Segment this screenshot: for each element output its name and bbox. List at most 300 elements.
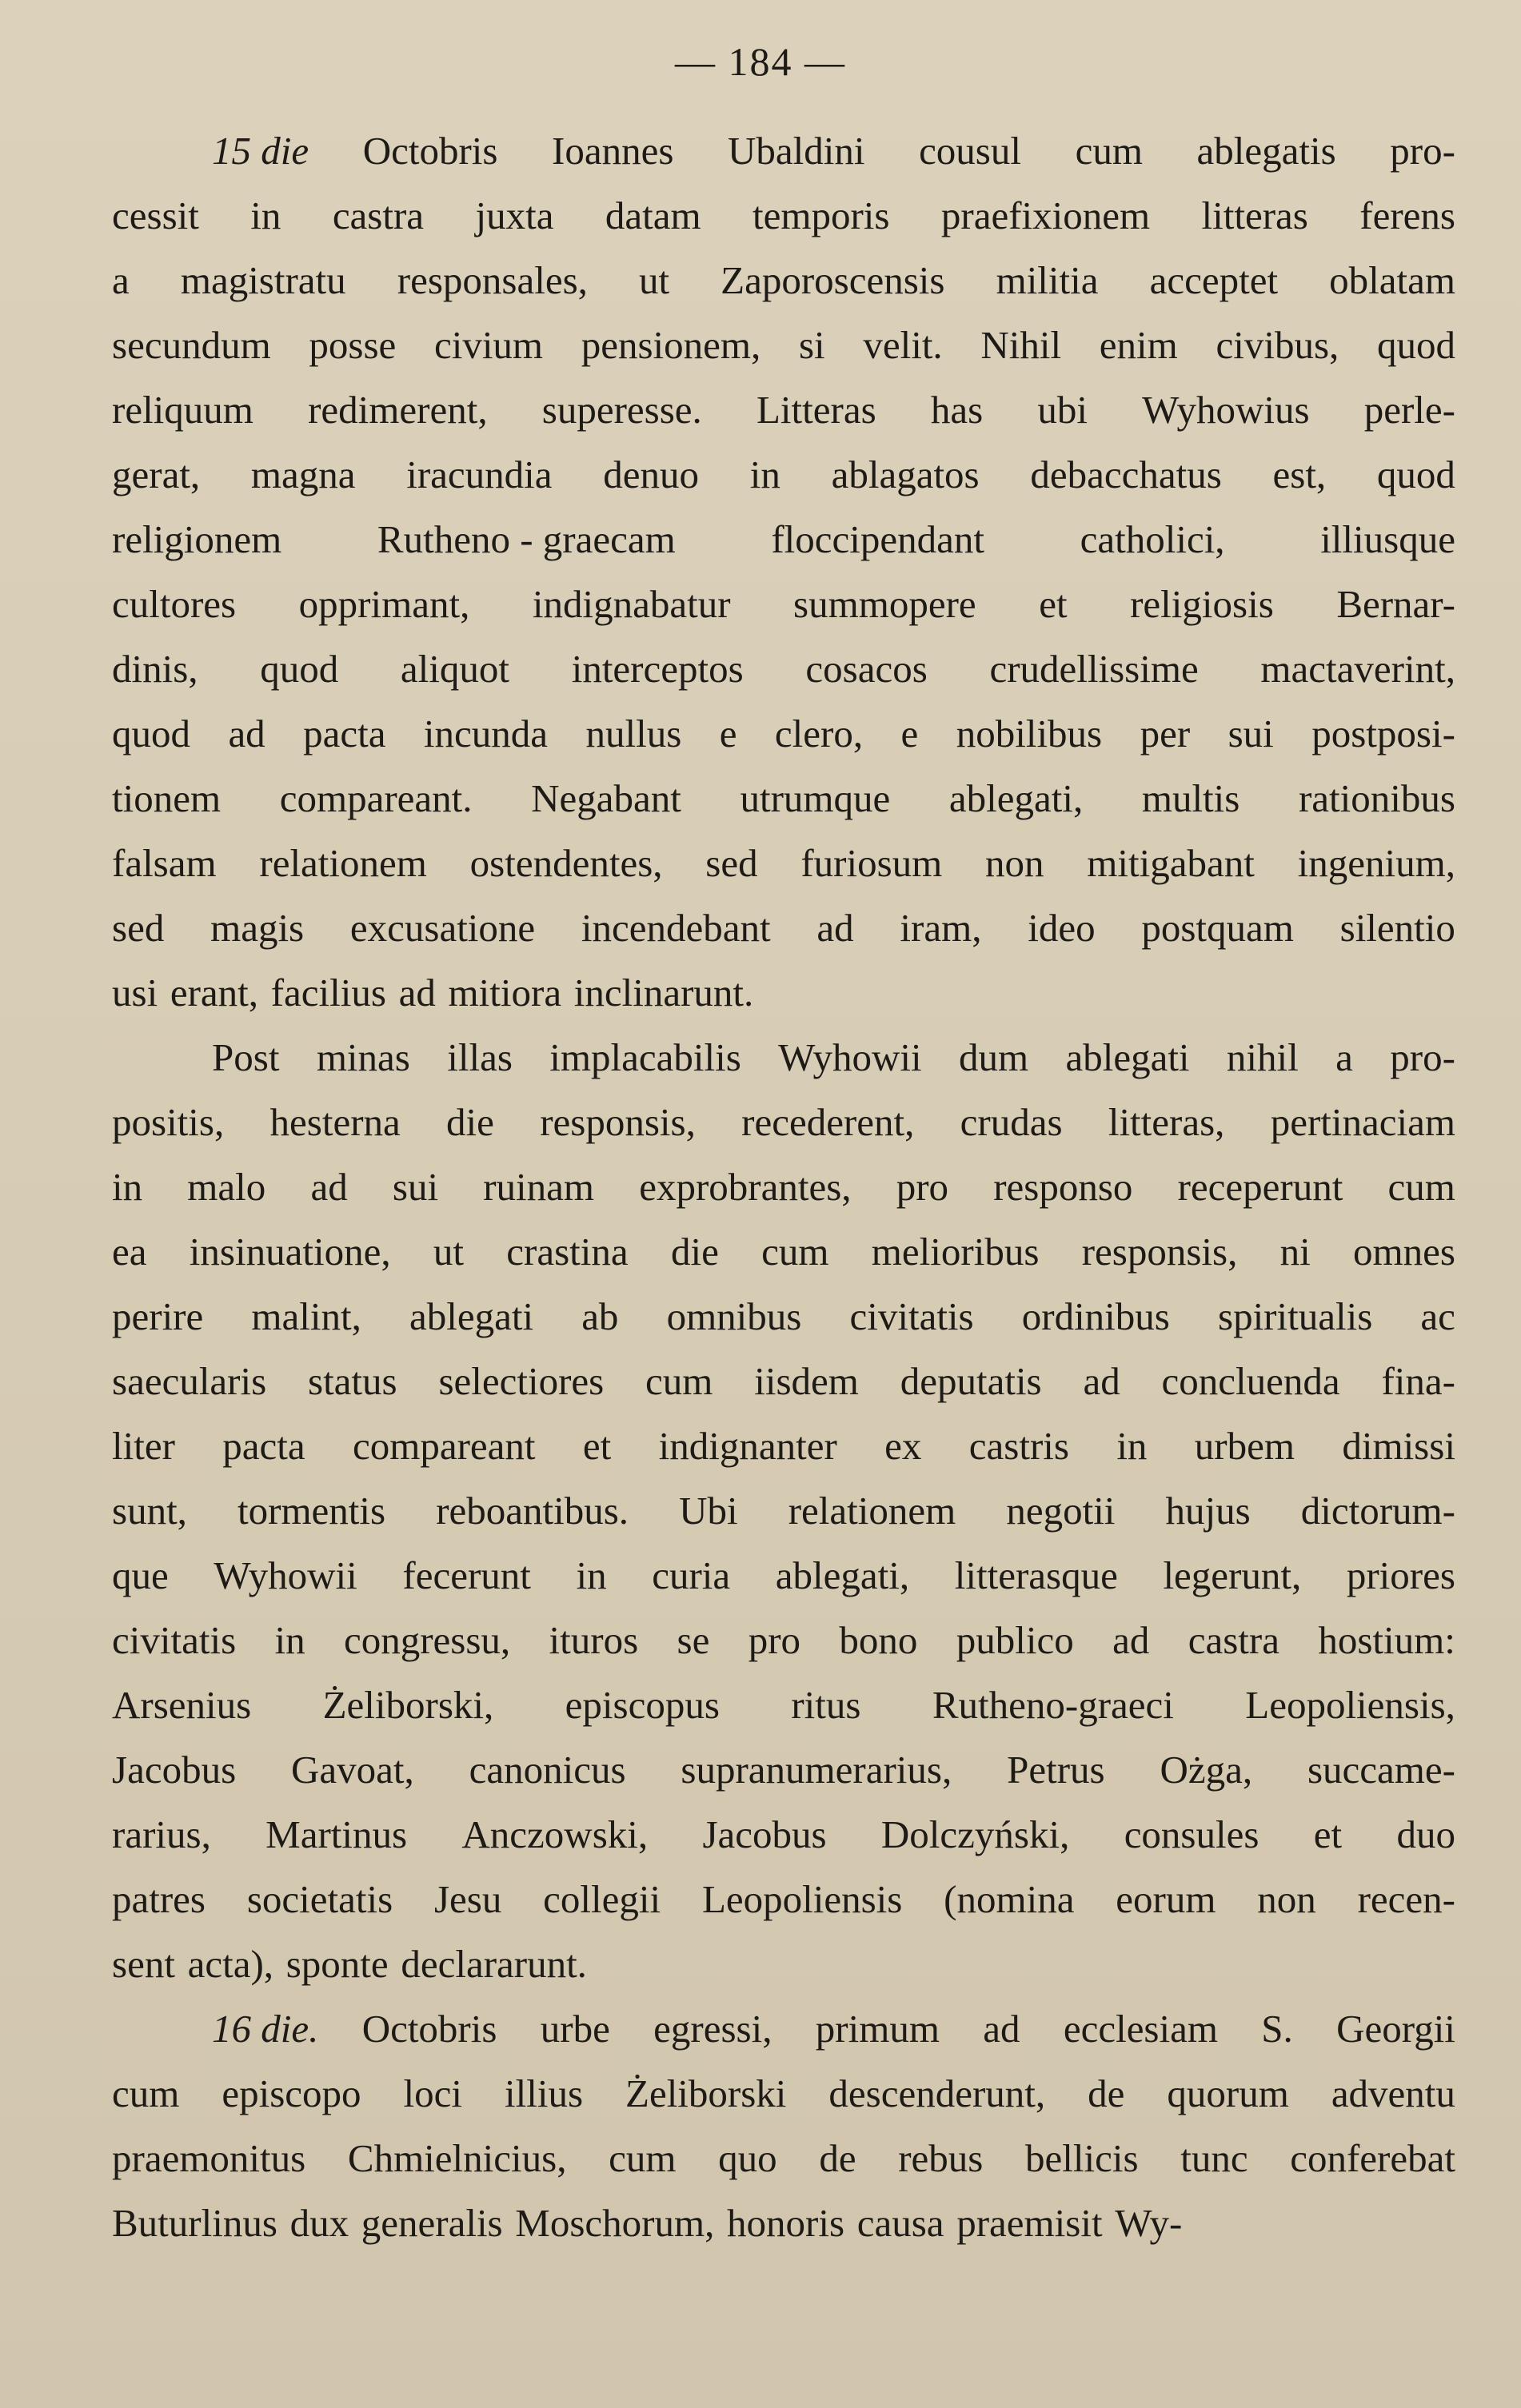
text-line bbox=[112, 442, 1455, 507]
word: 16 die. bbox=[212, 2007, 319, 2051]
word: saecularis bbox=[112, 1359, 267, 1403]
word: ideo bbox=[1028, 906, 1096, 950]
word: pro- bbox=[1390, 129, 1455, 173]
word: civitatis bbox=[112, 1618, 237, 1662]
word: Moschorum, bbox=[515, 2201, 715, 2245]
word: malo bbox=[187, 1165, 266, 1209]
word: quod bbox=[1376, 452, 1455, 496]
word: duo bbox=[1396, 1812, 1455, 1856]
text-line bbox=[112, 1413, 1455, 1478]
word: aliquot bbox=[400, 647, 510, 691]
word: pertinaciam bbox=[1270, 1100, 1455, 1144]
word: velit. bbox=[863, 323, 943, 367]
word: ablegatis bbox=[1196, 129, 1336, 173]
word: sponte bbox=[285, 1942, 389, 1986]
word: in bbox=[274, 1618, 305, 1662]
word: quod bbox=[1376, 323, 1455, 367]
word: Martinus bbox=[265, 1812, 408, 1856]
word: Gavoat, bbox=[291, 1748, 414, 1792]
word: et bbox=[1039, 582, 1068, 626]
word: Zaporoscensis bbox=[721, 258, 945, 302]
word: denuo bbox=[603, 452, 700, 496]
text-line bbox=[112, 1672, 1455, 1737]
word: falsam bbox=[112, 841, 217, 885]
word: insinuatione, bbox=[189, 1230, 391, 1274]
word: Leopoliensis bbox=[701, 1877, 903, 1921]
word: ablagatos bbox=[831, 452, 980, 496]
word: Żeliborski bbox=[625, 2071, 787, 2115]
word: tionem bbox=[112, 776, 222, 820]
word: dum bbox=[958, 1035, 1029, 1079]
text-line bbox=[112, 1090, 1455, 1154]
word: castra bbox=[332, 193, 425, 237]
text-line bbox=[112, 1284, 1455, 1349]
word: receperunt bbox=[1177, 1165, 1343, 1209]
word: bono bbox=[839, 1618, 918, 1662]
word: in bbox=[576, 1553, 607, 1597]
word: cum bbox=[1387, 1165, 1455, 1209]
word: Octobris bbox=[362, 129, 498, 173]
text-line bbox=[112, 2126, 1455, 2191]
word: mitiora bbox=[448, 971, 562, 1015]
word: ablegati bbox=[409, 1294, 534, 1338]
text-line bbox=[112, 1154, 1455, 1219]
text-line bbox=[112, 831, 1455, 895]
word: loci bbox=[403, 2071, 463, 2115]
word: utrumque bbox=[740, 776, 891, 820]
text-line bbox=[112, 1219, 1455, 1284]
word: pro- bbox=[1390, 1035, 1455, 1079]
word: ad bbox=[1083, 1359, 1120, 1403]
word: deputatis bbox=[900, 1359, 1042, 1403]
word: praemonitus bbox=[112, 2136, 306, 2180]
word: compareant. bbox=[279, 776, 473, 820]
word: omnibus bbox=[666, 1294, 802, 1338]
word: in bbox=[1116, 1424, 1148, 1468]
word: status bbox=[308, 1359, 397, 1403]
word: responso bbox=[993, 1165, 1133, 1209]
text-line bbox=[112, 572, 1455, 636]
word: Wyhowii bbox=[214, 1553, 357, 1597]
page-number: — 184 — bbox=[675, 39, 846, 84]
word: Negabant bbox=[531, 776, 681, 820]
word: castra bbox=[1188, 1618, 1279, 1662]
word: spiritualis bbox=[1218, 1294, 1373, 1338]
word: oblatam bbox=[1329, 258, 1455, 302]
word: exprobrantes, bbox=[639, 1165, 852, 1209]
text-line bbox=[112, 895, 1455, 960]
word: dinis, bbox=[112, 647, 198, 691]
word: melioribus bbox=[871, 1230, 1040, 1274]
word: ituros bbox=[549, 1618, 639, 1662]
word: secundum bbox=[112, 323, 271, 367]
word: bellicis bbox=[1025, 2136, 1139, 2180]
word: ad bbox=[228, 712, 265, 755]
text-line bbox=[112, 183, 1455, 248]
word: sed bbox=[112, 906, 165, 950]
word: debacchatus bbox=[1030, 452, 1222, 496]
word: posse bbox=[309, 323, 397, 367]
word: litteras, bbox=[1108, 1100, 1225, 1144]
word: patres bbox=[112, 1877, 206, 1921]
word: mitigabant bbox=[1087, 841, 1255, 885]
word: perle- bbox=[1363, 388, 1455, 432]
word: est, bbox=[1272, 452, 1327, 496]
word: se bbox=[677, 1618, 710, 1662]
word: non bbox=[1257, 1877, 1316, 1921]
paragraph bbox=[112, 118, 1455, 1025]
word: facilius bbox=[270, 971, 386, 1015]
word: iram, bbox=[900, 906, 982, 950]
word: cum bbox=[609, 2136, 677, 2180]
word: Chmielnicius, bbox=[347, 2136, 567, 2180]
word: concluenda bbox=[1161, 1359, 1340, 1403]
word: ablegati, bbox=[948, 776, 1084, 820]
word: quod bbox=[112, 712, 190, 755]
word: responsis, bbox=[540, 1100, 696, 1144]
word: inclinarunt. bbox=[573, 971, 754, 1015]
text-line bbox=[112, 377, 1455, 442]
word: nullus bbox=[585, 712, 682, 755]
word: episcopus bbox=[565, 1683, 720, 1727]
word: sui bbox=[1228, 712, 1274, 755]
word: rebus bbox=[898, 2136, 984, 2180]
text-line bbox=[112, 118, 1455, 183]
word: in bbox=[250, 193, 281, 237]
word: ac bbox=[1420, 1294, 1455, 1338]
word: responsales, bbox=[397, 258, 588, 302]
word: summopere bbox=[793, 582, 976, 626]
word: die bbox=[446, 1100, 494, 1144]
word: datam bbox=[605, 193, 701, 237]
word: cosacos bbox=[805, 647, 928, 691]
word: usi bbox=[112, 971, 158, 1015]
word: ab bbox=[581, 1294, 619, 1338]
word: mactaverint, bbox=[1260, 647, 1455, 691]
word: acta), bbox=[187, 1942, 274, 1986]
word: liter bbox=[112, 1424, 175, 1468]
word: minas bbox=[316, 1035, 410, 1079]
word: curia bbox=[652, 1553, 731, 1597]
word: cum bbox=[1075, 129, 1143, 173]
word: positis, bbox=[112, 1100, 225, 1144]
text-line bbox=[112, 1996, 1455, 2061]
word: reboantibus. bbox=[436, 1489, 629, 1533]
word: canonicus bbox=[469, 1748, 626, 1792]
word: pensionem, bbox=[581, 323, 761, 367]
word: indignanter bbox=[658, 1424, 837, 1468]
text-line bbox=[112, 701, 1455, 766]
word: de bbox=[1088, 2071, 1125, 2115]
word: catholici, bbox=[1080, 517, 1225, 561]
word: Petrus bbox=[1007, 1748, 1105, 1792]
word: causa bbox=[856, 2201, 944, 2245]
word: multis bbox=[1141, 776, 1240, 820]
word: ut bbox=[433, 1230, 464, 1274]
word: ad bbox=[816, 906, 854, 950]
text-line bbox=[112, 1932, 1455, 1996]
word: cousul bbox=[919, 129, 1021, 173]
word: quorum bbox=[1167, 2071, 1289, 2115]
word: indignabatur bbox=[532, 582, 731, 626]
word: Nihil bbox=[980, 323, 1062, 367]
word: in bbox=[112, 1165, 143, 1209]
word: Ożga, bbox=[1160, 1748, 1253, 1792]
word: sent bbox=[112, 1942, 175, 1986]
word: non bbox=[985, 841, 1044, 885]
word: recederent, bbox=[741, 1100, 915, 1144]
word: Buturlinus bbox=[112, 2201, 277, 2245]
word: ad bbox=[1112, 1618, 1150, 1662]
word: Ioannes bbox=[552, 129, 674, 173]
word: ritus bbox=[791, 1683, 861, 1727]
word: hujus bbox=[1165, 1489, 1251, 1533]
word: dimissi bbox=[1342, 1424, 1455, 1468]
word: relationem bbox=[788, 1489, 956, 1533]
word: priores bbox=[1346, 1553, 1455, 1597]
word: litteras bbox=[1201, 193, 1308, 237]
word: honoris bbox=[727, 2201, 845, 2245]
word: civium bbox=[433, 323, 544, 367]
word: generalis bbox=[361, 2201, 503, 2245]
word: religiosis bbox=[1130, 582, 1274, 626]
text-line bbox=[112, 1025, 1455, 1090]
text-line bbox=[112, 1802, 1455, 1867]
word: iracundia bbox=[406, 452, 553, 496]
word: Rutheno - graecam bbox=[377, 517, 676, 561]
word: crudas bbox=[960, 1100, 1063, 1144]
word: opprimant, bbox=[298, 582, 470, 626]
word: civitatis bbox=[849, 1294, 974, 1338]
word: ruinam bbox=[483, 1165, 595, 1209]
word: Wy- bbox=[1115, 2201, 1183, 2245]
word: a bbox=[112, 258, 130, 302]
word: episcopo bbox=[222, 2071, 361, 2115]
word: Post bbox=[212, 1035, 280, 1079]
word: pacta bbox=[303, 712, 386, 755]
word: ordinibus bbox=[1021, 1294, 1170, 1338]
word: crastina bbox=[506, 1230, 629, 1274]
word: Żeliborski, bbox=[322, 1683, 494, 1727]
word: Bernar- bbox=[1336, 582, 1455, 626]
word: Litteras bbox=[757, 388, 876, 432]
word: rationibus bbox=[1298, 776, 1455, 820]
word: a bbox=[1335, 1035, 1353, 1079]
word: silentio bbox=[1339, 906, 1455, 950]
word: praefixionem bbox=[940, 193, 1151, 237]
word: cessit bbox=[112, 193, 199, 237]
word: supranumerarius, bbox=[681, 1748, 952, 1792]
word: ubi bbox=[1037, 388, 1088, 432]
word: que bbox=[112, 1553, 169, 1597]
word: sui bbox=[392, 1165, 439, 1209]
word: descenderunt, bbox=[828, 2071, 1046, 2115]
word: fina- bbox=[1381, 1359, 1455, 1403]
word: Jacobus bbox=[702, 1812, 827, 1856]
text-line bbox=[112, 636, 1455, 701]
word: ad bbox=[310, 1165, 348, 1209]
word: succame- bbox=[1307, 1748, 1455, 1792]
word: castris bbox=[968, 1424, 1069, 1468]
word: primum bbox=[815, 2007, 940, 2051]
word: tormentis bbox=[238, 1489, 386, 1533]
word: ecclesiam bbox=[1063, 2007, 1218, 2051]
word: congressu, bbox=[343, 1618, 511, 1662]
paragraph bbox=[112, 1025, 1455, 1996]
word: magistratu bbox=[180, 258, 346, 302]
word: omnes bbox=[1353, 1230, 1455, 1274]
word: Jesu bbox=[433, 1877, 502, 1921]
word: quo bbox=[718, 2136, 777, 2180]
word: crudellissime bbox=[989, 647, 1199, 691]
word: Ubi bbox=[679, 1489, 738, 1533]
word: implacabilis bbox=[549, 1035, 741, 1079]
word: nobilibus bbox=[956, 712, 1103, 755]
word: die bbox=[670, 1230, 719, 1274]
word: Wyhowii bbox=[778, 1035, 922, 1079]
word: sunt, bbox=[112, 1489, 187, 1533]
text-line bbox=[112, 313, 1455, 377]
word: rarius, bbox=[112, 1812, 211, 1856]
text-line bbox=[112, 507, 1455, 572]
word: magis bbox=[210, 906, 305, 950]
word: Octobris bbox=[361, 2007, 497, 2051]
word: incunda bbox=[423, 712, 549, 755]
word: Georgii bbox=[1336, 2007, 1455, 2051]
word: 15 die bbox=[212, 129, 309, 173]
word: religionem bbox=[112, 517, 282, 561]
word: responsis, bbox=[1081, 1230, 1238, 1274]
word: malint, bbox=[251, 1294, 361, 1338]
word: magna bbox=[250, 452, 356, 496]
word: redimerent, bbox=[308, 388, 488, 432]
text-line bbox=[112, 1867, 1455, 1932]
text-line bbox=[112, 1737, 1455, 1802]
word: has bbox=[930, 388, 984, 432]
word: collegii bbox=[543, 1877, 661, 1921]
word: et bbox=[582, 1424, 612, 1468]
word: Arsenius bbox=[112, 1683, 252, 1727]
word: recen- bbox=[1357, 1877, 1455, 1921]
word: relationem bbox=[259, 841, 427, 885]
word: Rutheno-graeci bbox=[932, 1683, 1174, 1727]
text-body bbox=[112, 118, 1455, 2255]
word: juxta bbox=[475, 193, 554, 237]
word: et bbox=[1313, 1812, 1343, 1856]
word: acceptet bbox=[1149, 258, 1279, 302]
word: e bbox=[719, 712, 737, 755]
text-line bbox=[112, 2191, 1455, 2255]
word: in bbox=[749, 452, 780, 496]
word: adventu bbox=[1331, 2071, 1455, 2115]
word: fecerunt bbox=[402, 1553, 531, 1597]
paragraph bbox=[112, 1996, 1455, 2255]
word: sed bbox=[705, 841, 758, 885]
word: legerunt, bbox=[1163, 1553, 1302, 1597]
word: enim bbox=[1099, 323, 1178, 367]
word: gerat, bbox=[112, 452, 201, 496]
word: e bbox=[900, 712, 919, 755]
word: nihil bbox=[1226, 1035, 1299, 1079]
word: cultores bbox=[112, 582, 237, 626]
word: erant, bbox=[170, 971, 259, 1015]
word: ferens bbox=[1359, 193, 1455, 237]
word: selectiores bbox=[438, 1359, 605, 1403]
word: dictorum- bbox=[1300, 1489, 1455, 1533]
word: urbem bbox=[1194, 1424, 1295, 1468]
text-line bbox=[112, 1478, 1455, 1543]
word: quod bbox=[260, 647, 339, 691]
word: perire bbox=[112, 1294, 204, 1338]
word: publico bbox=[956, 1618, 1074, 1662]
word: hostium: bbox=[1318, 1618, 1455, 1662]
word: iisdem bbox=[754, 1359, 859, 1403]
word: ad bbox=[983, 2007, 1020, 2051]
word: compareant bbox=[353, 1424, 536, 1468]
word: ablegati bbox=[1065, 1035, 1190, 1079]
word: Jacobus bbox=[112, 1748, 237, 1792]
word: temporis bbox=[753, 193, 890, 237]
text-line bbox=[112, 960, 1455, 1025]
word: Anczowski, bbox=[461, 1812, 649, 1856]
word: de bbox=[819, 2136, 856, 2180]
word: Dolczyński, bbox=[880, 1812, 1070, 1856]
word: illius bbox=[505, 2071, 584, 2115]
word: cum bbox=[112, 2071, 180, 2115]
word: consules bbox=[1124, 1812, 1260, 1856]
text-line bbox=[112, 766, 1455, 831]
word: declararunt. bbox=[401, 1942, 587, 1986]
word: incendebant bbox=[581, 906, 771, 950]
word: per bbox=[1140, 712, 1191, 755]
word: hesterna bbox=[269, 1100, 401, 1144]
word: ex bbox=[884, 1424, 922, 1468]
word: egressi, bbox=[653, 2007, 772, 2051]
text-line bbox=[112, 1349, 1455, 1413]
word: interceptos bbox=[571, 647, 744, 691]
text-line bbox=[112, 1608, 1455, 1672]
word: cum bbox=[645, 1359, 713, 1403]
word: tunc bbox=[1180, 2136, 1248, 2180]
word: ad bbox=[398, 971, 436, 1015]
word: clero, bbox=[774, 712, 864, 755]
word: excusatione bbox=[349, 906, 536, 950]
word: dux bbox=[289, 2201, 349, 2245]
word: postposi- bbox=[1311, 712, 1455, 755]
word: superesse. bbox=[541, 388, 702, 432]
word: eorum bbox=[1116, 1877, 1216, 1921]
word: praemisit bbox=[956, 2201, 1103, 2245]
word: militia bbox=[996, 258, 1099, 302]
word: ostendentes, bbox=[469, 841, 663, 885]
text-line bbox=[112, 2061, 1455, 2126]
word: si bbox=[798, 323, 825, 367]
word: Ubaldini bbox=[728, 129, 865, 173]
word: ablegati, bbox=[775, 1553, 910, 1597]
word: civibus, bbox=[1216, 323, 1339, 367]
word: ea bbox=[112, 1230, 147, 1274]
word: urbe bbox=[540, 2007, 610, 2051]
word: cum bbox=[761, 1230, 829, 1274]
word: Leopoliensis, bbox=[1245, 1683, 1455, 1727]
word: illiusque bbox=[1320, 517, 1455, 561]
word: pro bbox=[896, 1165, 949, 1209]
word: illas bbox=[447, 1035, 513, 1079]
word: S. bbox=[1261, 2007, 1293, 2051]
word: conferebat bbox=[1290, 2136, 1455, 2180]
word: societatis bbox=[246, 1877, 393, 1921]
word: litterasque bbox=[954, 1553, 1118, 1597]
